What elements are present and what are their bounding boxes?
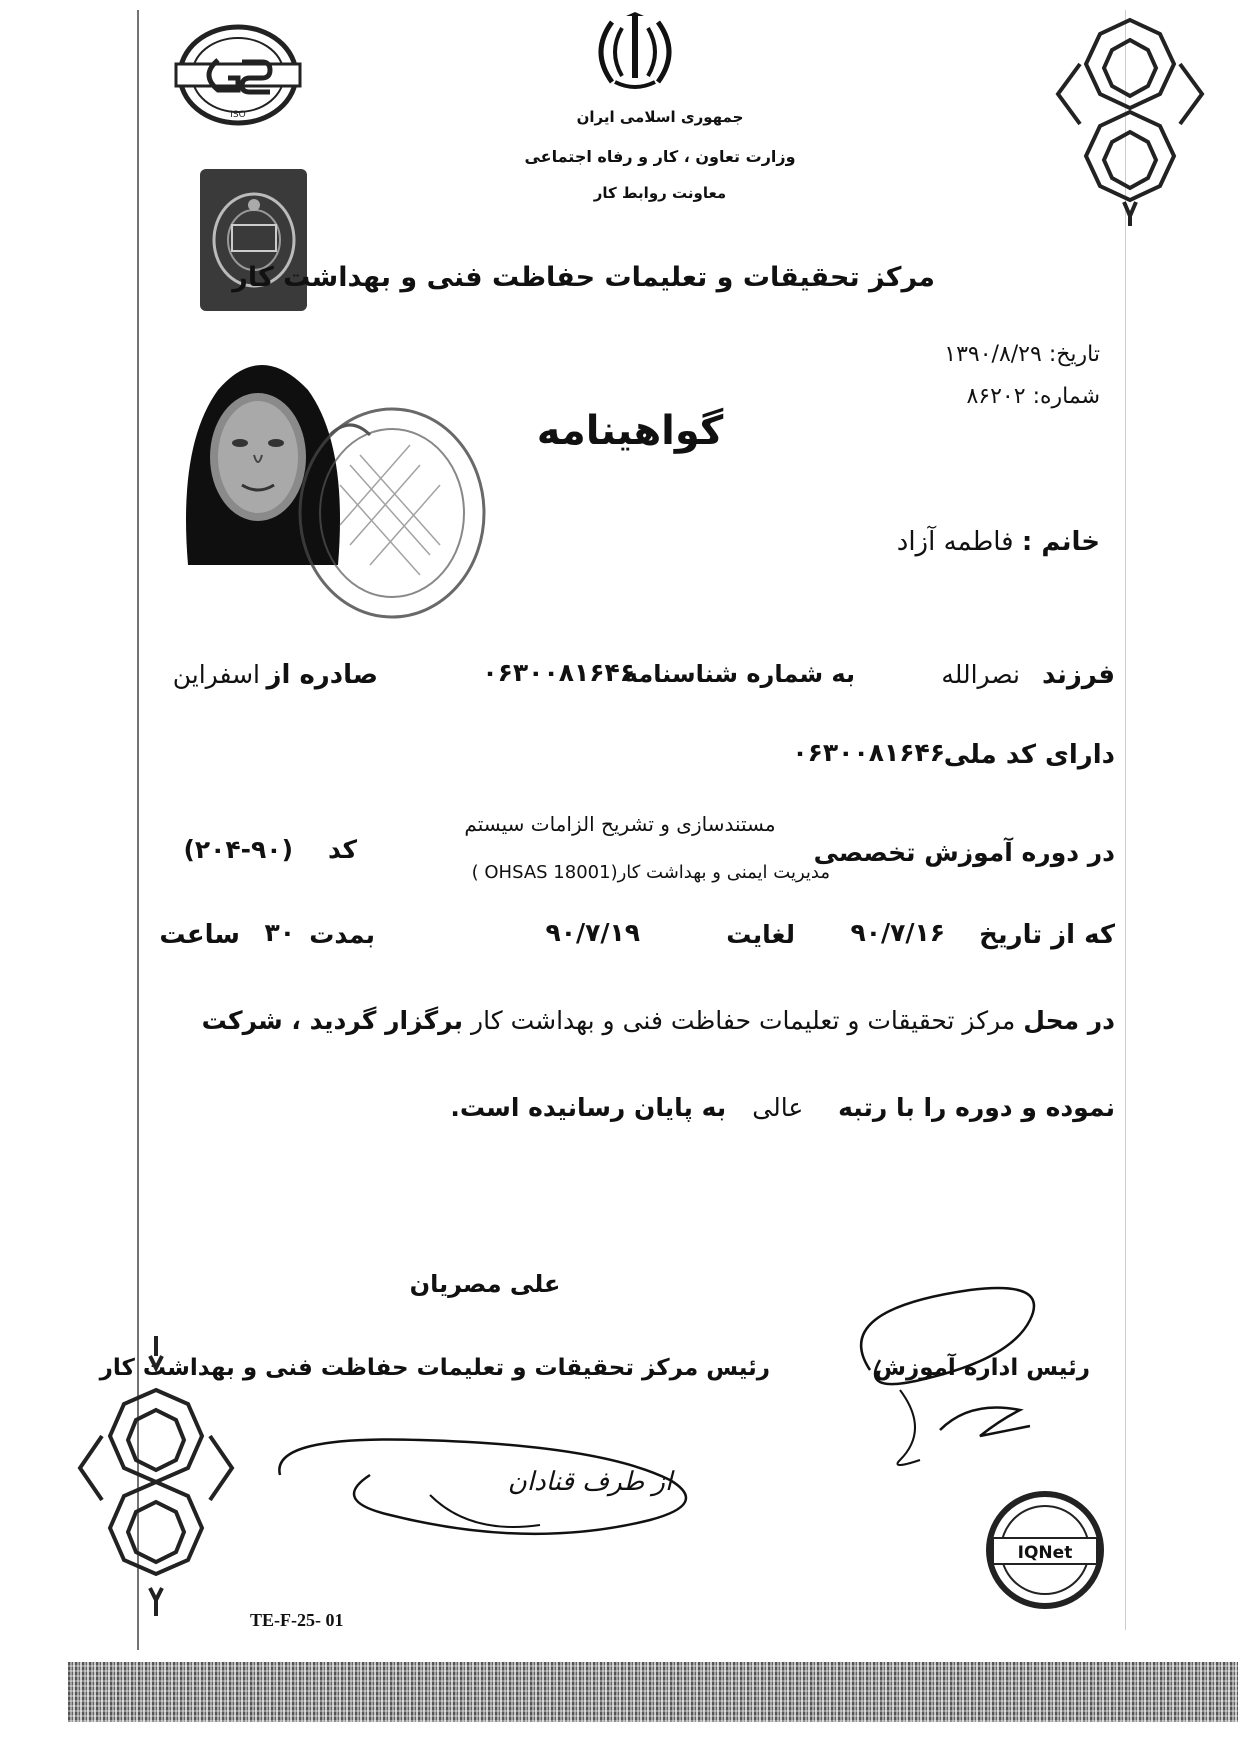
seal-caption: ISO	[230, 110, 246, 120]
holder-name-row	[700, 527, 1100, 557]
certificate-title: گواهینامه	[536, 408, 724, 454]
father-name: نصرالله	[941, 660, 1020, 689]
iqnet-logo-icon	[985, 1490, 1105, 1610]
date-label: تاریخ:	[1048, 342, 1100, 367]
iqnet-label: IQNet	[1017, 1543, 1073, 1563]
code-label: کد	[328, 835, 357, 864]
duration-unit: ساعت	[159, 920, 240, 950]
code-value: (۲۰۴-۹۰)	[183, 835, 293, 864]
id-label: به شماره شناسنامه	[623, 660, 855, 688]
course-line-2: مدیریت ایمنی و بهداشت کار(OHSAS 18001 )	[471, 862, 830, 883]
national-code: ۰۶۳۰۰۸۱۶۴۶	[792, 738, 945, 767]
from-date-label: که از تاریخ	[979, 920, 1115, 950]
child-of-label: فرزند	[1042, 660, 1115, 690]
national-emblem-icon	[590, 12, 680, 97]
right-signature-icon	[830, 1280, 1080, 1480]
grade: عالی	[752, 1093, 804, 1122]
completion-pre: نموده و دوره را با رتبه	[838, 1093, 1115, 1122]
issued-from-label: صادره از	[266, 660, 378, 690]
location-row	[170, 1006, 1115, 1035]
holder-name: فاطمه آزاد	[896, 527, 1014, 557]
left-signature-note: از طرف قنادان	[507, 1467, 673, 1497]
issued-from: اسفراین	[172, 660, 260, 689]
signatory-right-title: رئیس اداره آموزش	[874, 1355, 1090, 1381]
completion-post: به پایان رسانیده است.	[450, 1093, 727, 1122]
honorific: خانم :	[1021, 527, 1100, 557]
iso-seal-icon	[168, 20, 308, 130]
number-label: شماره:	[1032, 384, 1100, 409]
ornament-top-right-icon	[1050, 12, 1210, 232]
location: مرکز تحقیقات و تعلیمات حفاظت فنی و بهداشت کار	[471, 1006, 1016, 1035]
from-date: ۹۰/۷/۱۶	[850, 918, 945, 947]
date-row	[860, 342, 1100, 367]
location-label: در محل	[1023, 1006, 1115, 1035]
header-country: جمهوری اسلامی ایران	[576, 108, 744, 126]
number-value: ۸۶۲۰۲	[966, 384, 1026, 409]
signatory-left-name: علی مصریان	[409, 1270, 561, 1298]
held-text: برگزار گردید ، شرکت	[201, 1006, 464, 1035]
duration-label: بمدت	[309, 920, 375, 949]
national-code-label: دارای کد ملی	[943, 740, 1115, 770]
center-title: مرکز تحقیقات و تعلیمات حفاظت فنی و بهداشت کار	[232, 262, 935, 293]
header-deputy: معاونت روابط کار	[593, 184, 727, 202]
signatory-left-title: رئیس مرکز تحقیقات و تعلیمات حفاظت فنی و بهداشت کار	[99, 1355, 770, 1381]
to-label: لغایت	[726, 920, 795, 949]
left-signature-icon	[270, 1415, 710, 1555]
number-row	[860, 384, 1100, 409]
photo-stamp-icon	[290, 395, 495, 630]
course-label: در دوره آموزش تخصصی	[813, 838, 1115, 867]
scan-edge-right	[1125, 10, 1126, 1630]
scan-noise-band	[68, 1662, 1238, 1722]
course-line-1: مستندسازی و تشریح الزامات سیستم	[464, 812, 776, 836]
to-date: ۹۰/۷/۱۹	[545, 918, 640, 947]
header-ministry: وزارت تعاون ، کار و رفاه اجتماعی	[524, 147, 796, 166]
form-code: TE-F-25- 01	[250, 1610, 344, 1630]
completion-row	[450, 1093, 1115, 1122]
ornament-bottom-left-icon	[72, 1330, 242, 1620]
id-number: ۰۶۳۰۰۸۱۶۴۶	[482, 658, 635, 687]
duration-value: ۳۰	[264, 918, 295, 947]
date-value: ۱۳۹۰/۸/۲۹	[944, 342, 1042, 367]
